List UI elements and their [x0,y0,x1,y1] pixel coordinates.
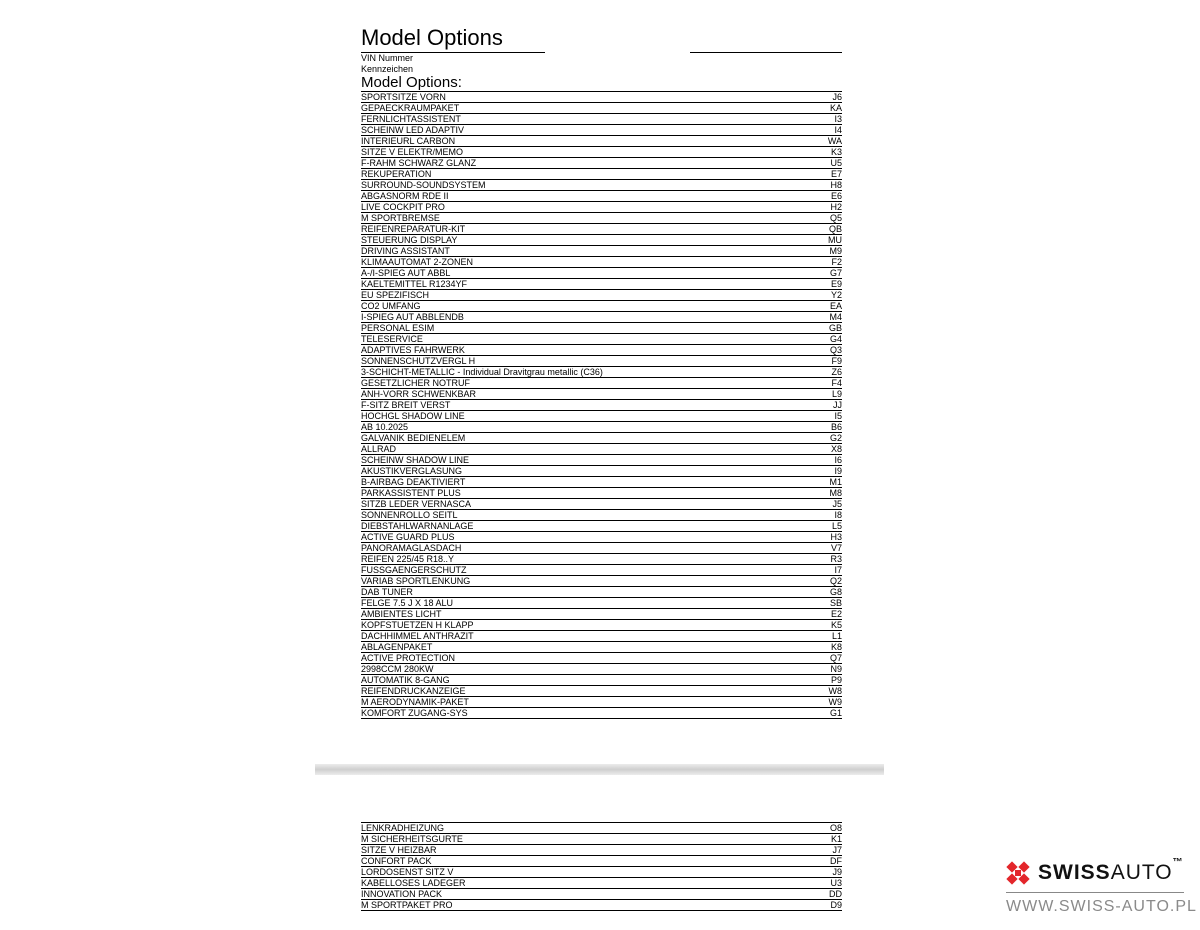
option-code: G1 [829,708,842,718]
option-name: HOCHGL SHADOW LINE [361,411,465,421]
option-row [361,389,842,400]
option-code: B6 [830,422,842,432]
option-code: G8 [829,587,842,597]
option-row [361,158,842,169]
option-row [361,697,842,708]
option-row [361,587,842,598]
option-code: DD [829,889,842,899]
option-name: INNOVATION PACK [361,889,443,899]
option-code: R3 [830,554,842,564]
option-code: G4 [829,334,842,344]
option-name: SONNENSCHUTZVERGL H [361,356,476,366]
option-row [361,565,842,576]
option-code: E6 [830,191,842,201]
option-name: M AERODYNAMIK-PAKET [361,697,469,707]
option-row [361,345,842,356]
option-row [361,235,842,246]
option-name: FELGE 7.5 J X 18 ALU [361,598,454,608]
option-name: ABLAGENPAKET [361,642,433,652]
option-code: G2 [829,433,842,443]
option-row [361,246,842,257]
logo-divider [1006,892,1184,893]
option-name: DRIVING ASSISTANT [361,246,450,256]
option-code: F2 [831,257,842,267]
option-name: INTERIEURL CARBON [361,136,456,146]
option-name: DAB TUNER [361,587,413,597]
option-name: EU SPEZIFISCH [361,290,430,300]
option-code: G7 [829,268,842,278]
option-name: DACHHIMMEL ANTHRAZIT [361,631,474,641]
option-row [361,653,842,664]
option-name: SITZE V ELEKTR/MEMO [361,147,464,157]
option-row [361,125,842,136]
option-code: I7 [834,565,842,575]
option-row [361,598,842,609]
option-code: U5 [830,158,842,168]
option-row [361,642,842,653]
signature-line [690,52,842,53]
option-row [361,202,842,213]
option-name: AUTOMATIK 8-GANG [361,675,450,685]
option-name: F-SITZ BREIT VERST [361,400,451,410]
plate-label: Kennzeichen [361,64,414,74]
brand-name-bold: SWISS [1038,861,1111,884]
option-row [361,609,842,620]
option-row [361,455,842,466]
options-list [361,822,842,911]
option-code: W9 [828,697,842,707]
option-code: J5 [832,499,842,509]
option-row [361,400,842,411]
option-code: QB [828,224,842,234]
option-name: ACTIVE GUARD PLUS [361,532,455,542]
option-code: E7 [830,169,842,179]
option-name: I-SPIEG AUT ABBLENDB [361,312,464,322]
option-name: LENKRADHEIZUNG [361,823,445,833]
option-row [361,191,842,202]
option-code: GB [828,323,842,333]
option-row [361,136,842,147]
option-name: ACTIVE PROTECTION [361,653,456,663]
option-code: I3 [834,114,842,124]
option-name: GEPAECKRAUMPAKET [361,103,460,113]
option-code: H8 [830,180,842,190]
option-row [361,279,842,290]
option-code: E2 [830,609,842,619]
option-code: W8 [828,686,842,696]
option-row [361,378,842,389]
option-code: M9 [829,246,842,256]
option-code: EA [829,301,842,311]
option-name: GESETZLICHER NOTRUF [361,378,471,388]
option-name: 3-SCHICHT-METALLIC - Individual Dravitgrau metallic (C36) [361,367,603,377]
option-code: J9 [832,867,842,877]
option-code: O8 [829,823,842,833]
option-row [361,576,842,587]
options-list [361,91,842,719]
option-name: DIEBSTAHLWARNANLAGE [361,521,474,531]
option-name: STEUERUNG DISPLAY [361,235,458,245]
option-code: I5 [834,411,842,421]
option-row [361,268,842,279]
option-code: K5 [830,620,842,630]
option-code: Q2 [829,576,842,586]
option-name: VARIAB SPORTLENKUNG [361,576,471,586]
option-row [361,444,842,455]
option-name: ABGASNORM RDE II [361,191,449,201]
watermark-logo [1006,857,1197,923]
option-name: REIFEN 225/45 R18..Y [361,554,455,564]
option-row [361,422,842,433]
option-row [361,900,842,911]
brand-url: WWW.SWISS-AUTO.PL [1006,898,1197,915]
brand-name-thin: AUTO [1110,861,1173,884]
document-page-1 [361,25,842,719]
option-code: N9 [830,664,842,674]
option-row [361,823,842,834]
option-name: PARKASSISTENT PLUS [361,488,461,498]
option-row [361,845,842,856]
option-row [361,356,842,367]
option-row [361,103,842,114]
option-row [361,301,842,312]
option-row [361,147,842,158]
option-row [361,466,842,477]
option-name: M SICHERHEITSGURTE [361,834,463,844]
option-row [361,334,842,345]
option-row [361,856,842,867]
page-title: Model Options [361,25,503,50]
brand-name [1038,857,1184,885]
option-code: J6 [832,92,842,102]
option-code: F4 [831,378,842,388]
option-row [361,620,842,631]
option-code: K3 [830,147,842,157]
trademark-sign: ™ [1172,857,1184,868]
option-row [361,675,842,686]
option-code: KA [829,103,842,113]
option-row [361,323,842,334]
option-code: F9 [831,356,842,366]
option-row [361,834,842,845]
option-name: 2998CCM 280KW [361,664,434,674]
page-separator [315,764,884,775]
option-row [361,532,842,543]
option-code: M4 [829,312,842,322]
option-row [361,488,842,499]
option-row [361,521,842,532]
option-row [361,686,842,697]
option-name: SONNENROLLO SEITL [361,510,458,520]
option-name: PERSONAL ESIM [361,323,435,333]
option-name: KOMFORT ZUGANG-SYS [361,708,468,718]
option-code: L1 [831,631,842,641]
option-row [361,411,842,422]
option-name: GALVANIK BEDIENELEM [361,433,466,443]
option-code: H3 [830,532,842,542]
option-row [361,433,842,444]
option-name: SCHEINW SHADOW LINE [361,455,470,465]
document-page-2 [361,822,842,911]
option-code: V7 [830,543,842,553]
option-code: MU [828,235,842,245]
option-row [361,631,842,642]
option-name: ALLRAD [361,444,397,454]
option-name: KOPFSTUETZEN H KLAPP [361,620,474,630]
option-code: U3 [830,878,842,888]
option-code: I9 [834,466,842,476]
option-code: Z6 [831,367,842,377]
option-name: M SPORTBREMSE [361,213,440,223]
title-underline [361,52,545,53]
option-code: H2 [830,202,842,212]
option-code: Q5 [829,213,842,223]
option-code: J7 [832,845,842,855]
option-name: SITZB LEDER VERNASCA [361,499,472,509]
option-code: I6 [834,455,842,465]
option-name: LORDOSENST SITZ V [361,867,454,877]
option-code: Q3 [829,345,842,355]
option-name: AMBIENTES LICHT [361,609,442,619]
option-row [361,664,842,675]
option-row [361,554,842,565]
option-row [361,477,842,488]
vin-label: VIN Nummer [361,53,414,63]
option-name: TELESERVICE [361,334,423,344]
option-name: ADAPTIVES FAHRWERK [361,345,465,355]
option-code: Y2 [830,290,842,300]
option-name: SURROUND-SOUNDSYSTEM [361,180,486,190]
option-row [361,213,842,224]
option-name: REKUPERATION [361,169,432,179]
option-row [361,290,842,301]
option-code: L5 [831,521,842,531]
option-name: REIFENREPARATUR-KIT [361,224,466,234]
option-name: M SPORTPAKET PRO [361,900,453,910]
option-code: X8 [830,444,842,454]
option-row [361,510,842,521]
option-name: AKUSTIKVERGLASUNG [361,466,463,476]
option-code: M8 [829,488,842,498]
option-name: A-/I-SPIEG AUT ABBL [361,268,451,278]
option-row [361,114,842,125]
option-code: Q7 [829,653,842,663]
option-row [361,367,842,378]
option-code: M1 [829,477,842,487]
option-code: E9 [830,279,842,289]
option-name: SCHEINW LED ADAPTIV [361,125,465,135]
option-code: K1 [830,834,842,844]
option-code: JJ [833,400,842,410]
option-row [361,180,842,191]
option-code: DF [830,856,842,866]
option-name: LIVE COCKPIT PRO [361,202,445,212]
option-name: F-RAHM SCHWARZ GLANZ [361,158,477,168]
option-code: D9 [830,900,842,910]
option-row [361,889,842,900]
option-name: REIFENDRUCKANZEIGE [361,686,466,696]
option-row [361,499,842,510]
option-row [361,867,842,878]
option-name: FUSSGAENGERSCHUTZ [361,565,467,575]
option-code: K8 [830,642,842,652]
option-row [361,92,842,103]
option-row [361,257,842,268]
option-name: PANORAMAGLASDACH [361,543,462,553]
option-name: CONFORT PACK [361,856,432,866]
option-code: I4 [834,125,842,135]
option-row [361,169,842,180]
option-code: I8 [834,510,842,520]
option-name: KLIMAAUTOMAT 2-ZONEN [361,257,474,267]
option-code: P9 [830,675,842,685]
option-row [361,708,842,719]
option-name: KAELTEMITTEL R1234YF [361,279,468,289]
section-title: Model Options: [361,74,462,91]
option-code: WA [827,136,842,146]
option-code: SB [829,598,842,608]
swiss-cross-icon [1006,861,1030,885]
option-row [361,543,842,554]
option-row [361,224,842,235]
option-code: L9 [831,389,842,399]
option-name: SITZE V HEIZBAR [361,845,437,855]
option-name: FERNLICHTASSISTENT [361,114,461,124]
option-name: CO2 UMFANG [361,301,421,311]
option-name: ANH-VORR SCHWENKBAR [361,389,477,399]
option-row [361,312,842,323]
option-row [361,878,842,889]
option-name: SPORTSITZE VORN [361,92,446,102]
option-name: B-AIRBAG DEAKTIVIERT [361,477,466,487]
option-name: KABELLOSES LADEGER [361,878,466,888]
option-name: AB 10.2025 [361,422,409,432]
